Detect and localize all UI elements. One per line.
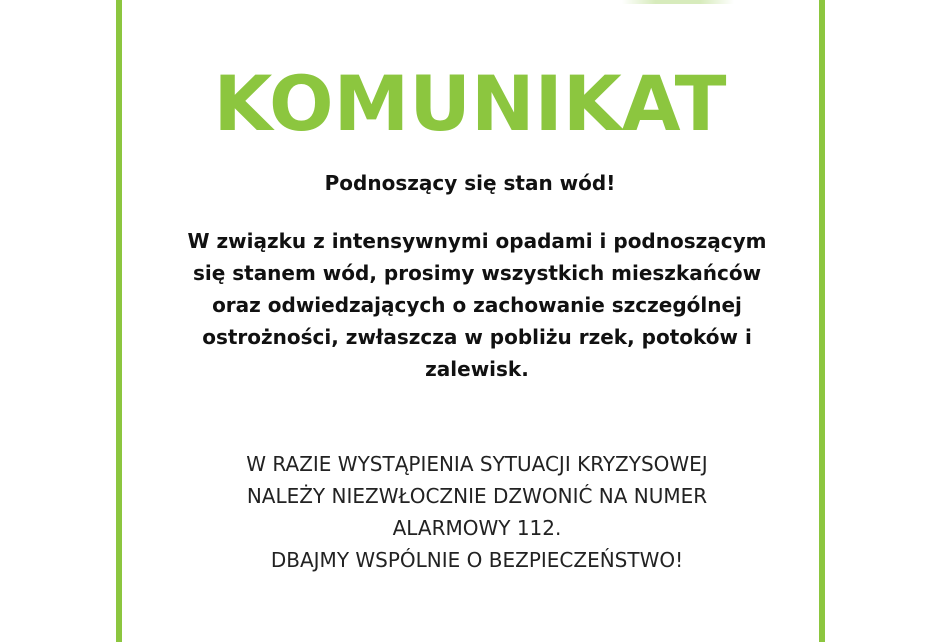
alert-line: NALEŻY NIEZWŁOCZNIE DZWONIĆ NA NUMER: [246, 484, 708, 508]
alert-line: ALARMOWY 112.: [392, 516, 562, 540]
body-line: oraz odwiedzających o zachowanie szczególnej: [212, 293, 742, 317]
notice-subtitle: Podnoszący się stan wód!: [324, 171, 616, 195]
emergency-notice: [150, 448, 804, 576]
notice-body: [150, 225, 804, 385]
body-line: W związku z intensywnymi opadami i podnoszącym: [187, 229, 767, 253]
body-line: ostrożności, zwłaszcza w pobliżu rzek, potoków i: [202, 325, 752, 349]
alert-line: W RAZIE WYSTĄPIENIA SYTUACJI KRYZYSOWEJ: [246, 452, 708, 476]
logo-fragment: [622, 0, 734, 4]
notice-title: KOMUNIKAT: [213, 59, 727, 148]
body-line: się stanem wód, prosimy wszystkich mieszkańców: [192, 261, 762, 285]
alert-line: DBAJMY WSPÓLNIE O BEZPIECZEŃSTWO!: [270, 548, 684, 572]
body-line: zalewisk.: [425, 357, 529, 381]
